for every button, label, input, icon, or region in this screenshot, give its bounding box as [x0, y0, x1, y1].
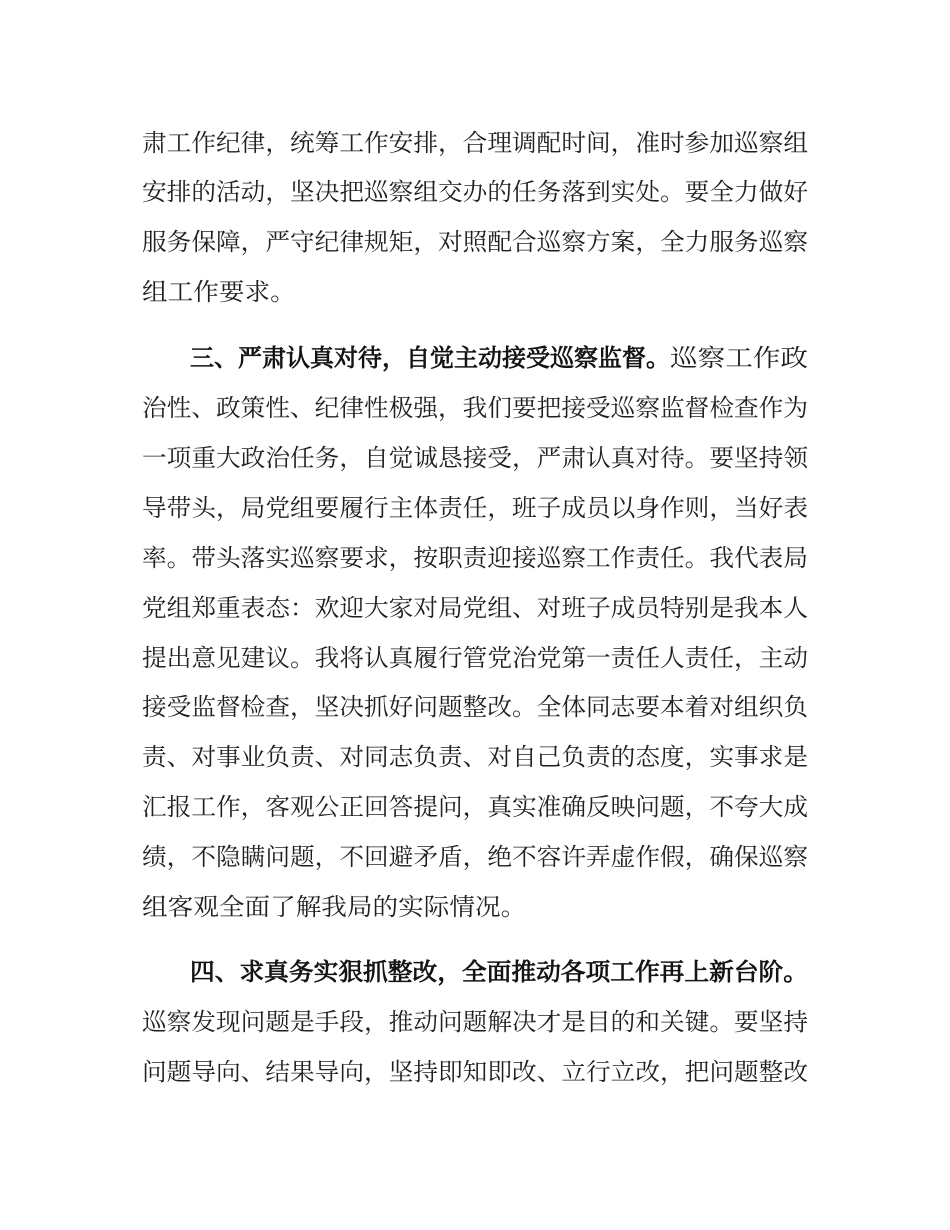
line-text: 治性、政策性、纪律性极强，我们要把接受巡察监督检查作为	[142, 394, 808, 422]
body-text-line	[0, 1002, 950, 1042]
body-text-line	[0, 438, 950, 478]
body-text-line	[0, 837, 950, 877]
line-text: 汇报工作，客观公正回答提问，真实准确反映问题，不夸大成	[142, 793, 808, 821]
line-text: 导带头，局党组要履行主体责任，班子成员以身作则，当好表	[142, 494, 808, 522]
line-text: 巡察工作政	[670, 344, 808, 372]
line-text: 率。带头落实巡察要求，按职责迎接巡察工作责任。我代表局	[142, 544, 808, 572]
body-text-line	[0, 737, 950, 777]
body-text-line	[0, 1052, 950, 1092]
line-text: 接受监督检查，坚决抓好问题整改。全体同志要本着对组织负	[142, 693, 808, 721]
section-three-line	[0, 338, 950, 378]
body-text-line	[0, 787, 950, 827]
section-three-heading: 三、严肃认真对待，自觉主动接受巡察监督。	[190, 344, 670, 372]
line-text: 组工作要求。	[142, 278, 296, 306]
line-text: 一项重大政治任务，自觉诚恳接受，严肃认真对待。要坚持领	[142, 444, 808, 472]
line-text: 安排的活动，坚决把巡察组交办的任务落到实处。要全力做好	[142, 178, 808, 206]
body-text-line	[0, 887, 950, 927]
line-text: 党组郑重表态：欢迎大家对局党组、对班子成员特别是我本人	[142, 594, 808, 622]
body-text-line	[0, 388, 950, 428]
body-text-line	[0, 538, 950, 578]
line-text: 巡察发现问题是手段，推动问题解决才是目的和关键。要坚持	[142, 1008, 808, 1036]
body-text-line	[0, 123, 950, 163]
body-text-line	[0, 488, 950, 528]
section-four-heading: 四、求真务实狠抓整改，全面推动各项工作再上新台阶。	[190, 958, 808, 986]
section-four-line	[0, 952, 950, 992]
line-text: 服务保障，严守纪律规矩，对照配合巡察方案，全力服务巡察	[142, 228, 808, 256]
body-text-line	[0, 222, 950, 262]
line-text: 绩，不隐瞒问题，不回避矛盾，绝不容许弄虚作假，确保巡察	[142, 843, 808, 871]
line-text: 提出意见建议。我将认真履行管党治党第一责任人责任，主动	[142, 644, 808, 672]
line-text: 责、对事业负责、对同志负责、对自己负责的态度，实事求是	[142, 743, 808, 771]
body-text-line	[0, 272, 950, 312]
body-text-line	[0, 687, 950, 727]
body-text-line	[0, 172, 950, 212]
line-text: 问题导向、结果导向，坚持即知即改、立行立改，把问题整改	[142, 1058, 808, 1086]
body-text-line	[0, 588, 950, 628]
line-text: 肃工作纪律，统筹工作安排，合理调配时间，准时参加巡察组	[142, 129, 808, 157]
body-text-line	[0, 638, 950, 678]
line-text: 组客观全面了解我局的实际情况。	[142, 893, 527, 921]
